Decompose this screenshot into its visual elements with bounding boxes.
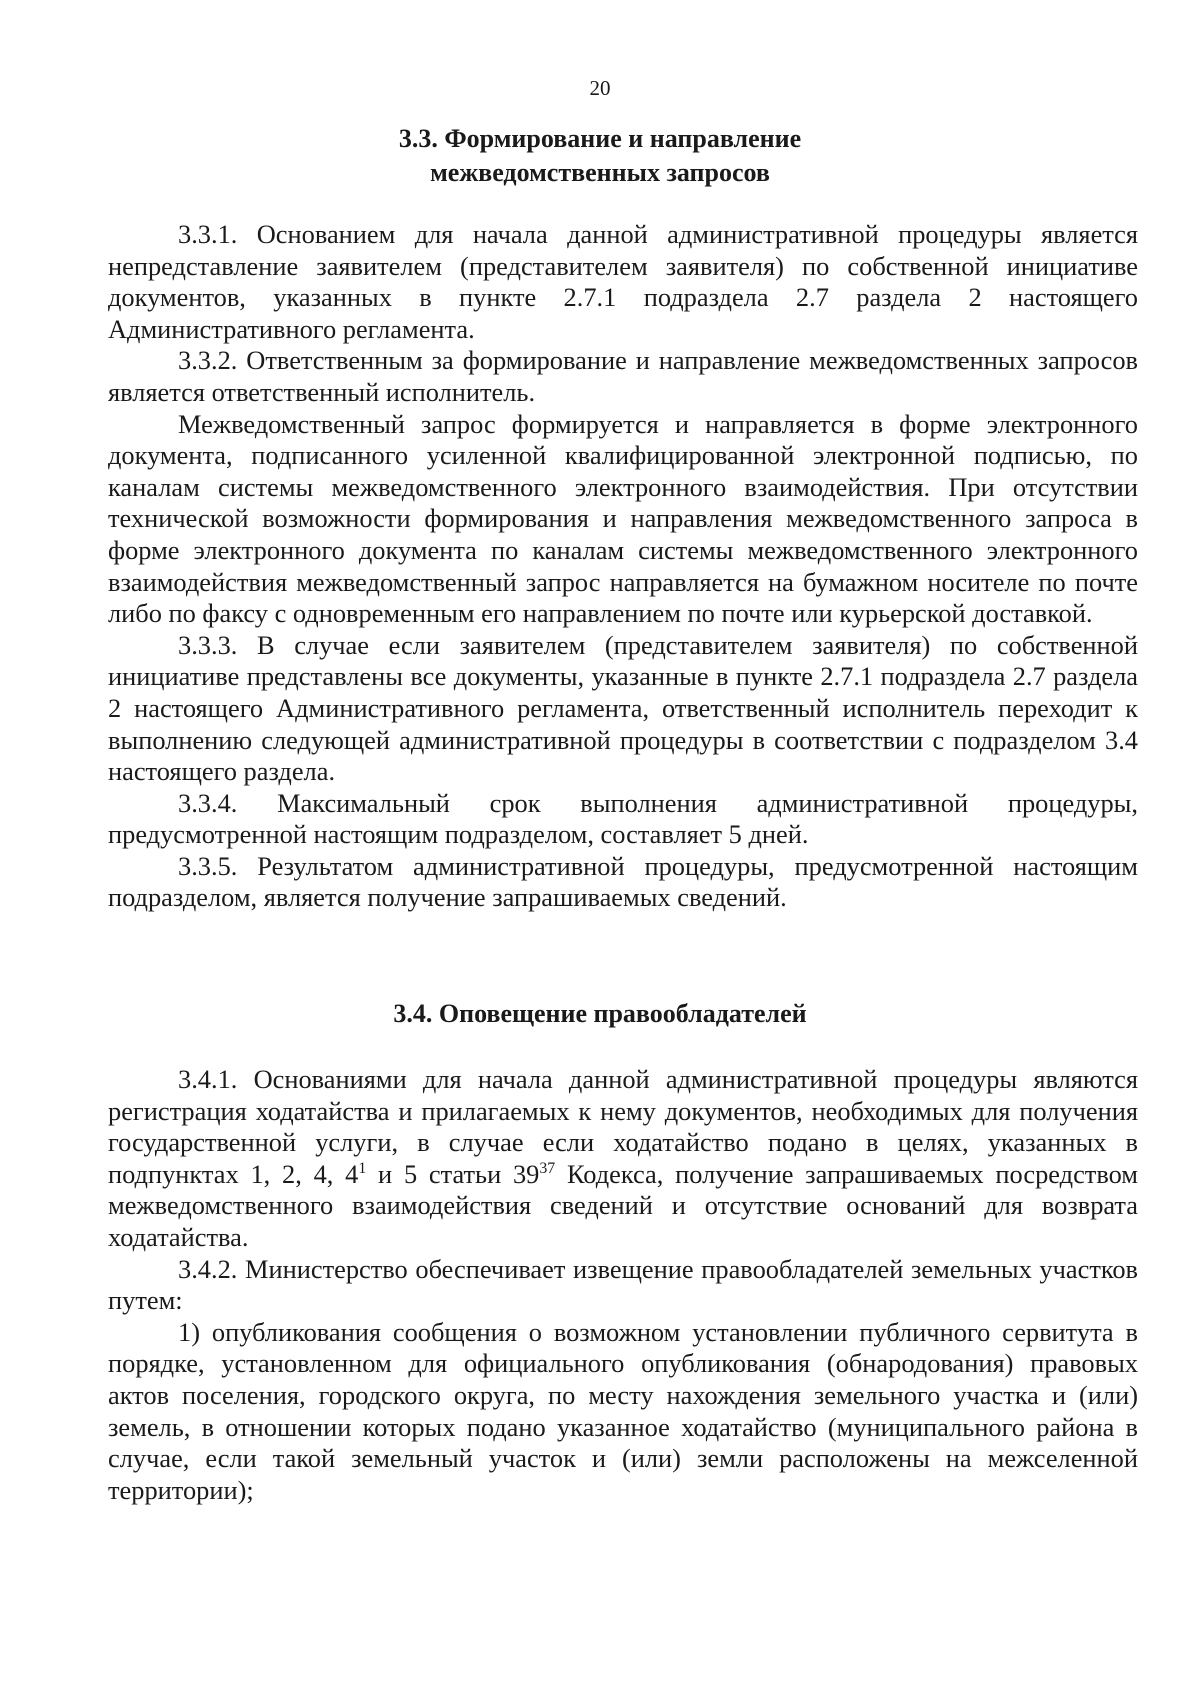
paragraph-3-4-1-text-b: и 5 статьи 39 bbox=[366, 1158, 540, 1189]
superscript-37: 37 bbox=[539, 1159, 556, 1177]
section-heading-3-4: 3.4. Оповещение правообладателей bbox=[393, 999, 807, 1028]
paragraph-3-4-1 bbox=[108, 1064, 1138, 1254]
paragraph-3-3-3: 3.3.3. В случае если заявителем (представителем заявителя) по собственной инициативе представлены все документы, указанные в пункте 2.7.1 подраздела 2.7 раздела 2 настоящего Административного регламента, ответственный исполнитель переходит к выполнению следующей административной процедуры в соответствии с подразделом 3.4 настоящего раздела. bbox=[108, 629, 1138, 787]
paragraph-3-4-1-text-a: 3.4.1. Основаниями для начала данной административной процедуры являются регистрация ходатайства и прилагаемых к нему документов, необходимых для получения государственной услуги, в случае если ходатайство подано в целях, указанных в подпунктах 1, 2, 4, 4 bbox=[108, 1064, 1138, 1189]
paragraph-3-3-1: 3.3.1. Основанием для начала данной административной процедуры является непредставление заявителем (представителем заявителя) по собственной инициативе документов, указанных в пункте 2.7.1 подраздела 2.7 раздела 2 настоящего Административного регламента. bbox=[108, 219, 1138, 344]
page-number: 20 bbox=[589, 76, 611, 100]
paragraph-3-3-4: 3.3.4. Максимальный срок выполнения административной процедуры, предусмотренной настоящим подразделом, составляет 5 дней. bbox=[108, 787, 1138, 850]
paragraph-3-3-5: 3.3.5. Результатом административной процедуры, предусмотренной настоящим подразделом, является получение запрашиваемых сведений. bbox=[108, 850, 1138, 913]
paragraph-3-3-2: 3.3.2. Ответственным за формирование и направление межведомственных запросов является ответственный исполнитель. bbox=[108, 345, 1138, 407]
section-3-4-body bbox=[108, 1064, 1138, 1506]
section-heading-3-3-line2: межведомственных запросов bbox=[430, 158, 770, 187]
paragraph-3-4-2-item-1: 1) опубликования сообщения о возможном установлении публичного сервитута в порядке, установленном для официального опубликования (обнародования) правовых актов поселения, городского округа, по месту нахождения земельного участка и (или) земель, в отношении которых подано указанное ходатайство (муниципального района в случае, если такой земельный участок и (или) земли расположены на межселенной территории); bbox=[108, 1316, 1138, 1505]
section-heading-3-3 bbox=[0, 122, 1200, 190]
section-3-3-body bbox=[108, 219, 1138, 914]
paragraph-interagency-request: Межведомственный запрос формируется и направляется в форме электронного документа, подписанного усиленной квалифицированной электронной подписью, по каналам системы межведомственного электронного взаимодействия. При отсутствии технической возможности формирования и направления межведомственного запроса в форме электронного документа по каналам системы межведомственного электронного взаимодействия межведомственный запрос направляется на бумажном носителе по почте либо по факсу с одновременным его направлением по почте или курьерской доставкой. bbox=[108, 408, 1138, 629]
paragraph-3-4-2: 3.4.2. Министерство обеспечивает извещение правообладателей земельных участков путем: bbox=[108, 1253, 1138, 1316]
section-heading-3-3-line1: 3.3. Формирование и направление bbox=[398, 124, 802, 153]
superscript-1: 1 bbox=[358, 1159, 367, 1177]
paragraph-3-4-1-text-c: Кодекса, получение запрашиваемых посредством межведомственного взаимодействия сведений и отсутствие оснований для возврата ходатайства. bbox=[108, 1158, 1138, 1252]
